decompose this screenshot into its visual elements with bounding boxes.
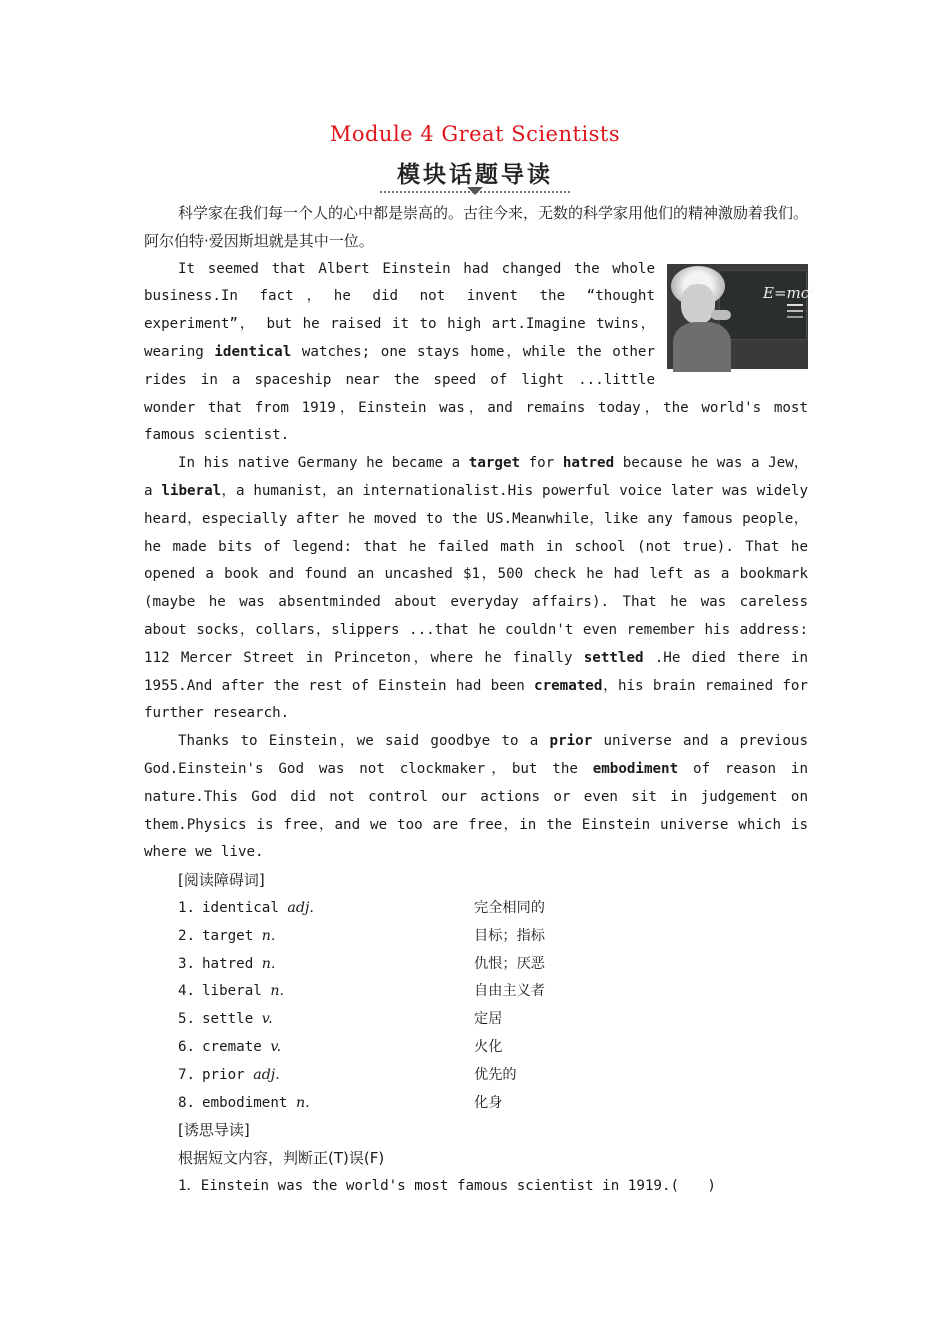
document-body	[144, 200, 816, 1201]
text-span: .He died there in 1955.And after the rest of Einstein had been	[144, 649, 808, 694]
text-span: because he was a Jew，a	[144, 455, 809, 499]
vocab-item	[144, 923, 808, 951]
vocab-word: settle	[202, 1011, 254, 1028]
vocab-number: 6.	[178, 1038, 196, 1055]
vocab-word: cremate	[202, 1038, 262, 1055]
arm-shape	[711, 310, 731, 320]
vocab-item	[144, 978, 808, 1006]
vocab-pos: n.	[270, 983, 284, 1000]
vocab-number: 7.	[178, 1066, 196, 1083]
vocab-pos: adj.	[253, 1066, 280, 1083]
vocab-item	[144, 1034, 808, 1062]
vocab-item	[144, 895, 808, 923]
vocab-word: prior	[202, 1066, 245, 1083]
vocab-word: identical	[202, 899, 279, 916]
equation-text: E=mc²	[763, 283, 816, 302]
vocab-pos: n.	[295, 1094, 310, 1111]
paragraph-1	[144, 256, 816, 451]
vocab-list	[144, 895, 808, 1117]
guide-heading: [诱思导读]	[178, 1121, 250, 1140]
vocab-meaning: 化身	[474, 1094, 503, 1111]
vocab-item	[144, 1006, 808, 1034]
paragraph-3	[144, 728, 808, 867]
keyword-settled: settled	[583, 649, 644, 666]
keyword-hatred: hatred	[562, 455, 615, 472]
text-span: ，a humanist，an internationalist.His powerful voice later was widely heard，especially after he moved to the US.Meanwhile，like any famous people，he made bits of legend: that he failed math in school (not true). That he opened a book and found an uncashed $1，500 check he had left as a bookmark (maybe he was absentminded about everyday affairs). That he was careless about socks，collars，slippers ...that he couldn't even remember his address: 112 Mercer Street in Princeton，where he finally	[144, 482, 808, 666]
vocab-pos: v.	[261, 1011, 273, 1028]
text-span: In his native Germany he became a	[178, 455, 469, 472]
vocab-pos: v.	[270, 1038, 282, 1055]
vocab-meaning: 目标；指标	[474, 927, 545, 944]
vocab-number: 2.	[178, 927, 196, 944]
vocab-number: 8.	[178, 1094, 196, 1111]
vocab-meaning: 优先的	[474, 1066, 517, 1083]
paragraph-2	[144, 450, 808, 728]
text-span: ，his brain remained for further research.	[144, 677, 809, 722]
keyword-embodiment: embodiment	[592, 760, 679, 777]
page-title: Module 4 Great Scientists	[329, 122, 621, 146]
intro-paragraph: 科学家在我们每一个人的心中都是崇高的。古往今来，无数的科学家用他们的精神激励着我们。阿尔伯特·爱因斯坦就是其中一位。	[144, 204, 809, 250]
keyword-liberal: liberal	[161, 482, 222, 499]
vocab-number: 4.	[178, 983, 196, 1000]
vocab-heading: [阅读障碍词]	[178, 871, 265, 890]
question-1: 1．Einstein was the world's most famous scientist in 1919.( )	[178, 1177, 716, 1194]
keyword-target: target	[468, 455, 521, 472]
vocab-pos: n.	[261, 955, 276, 972]
einstein-image	[667, 264, 816, 369]
vocab-pos: adj.	[287, 899, 314, 916]
chalk-marks	[787, 304, 803, 306]
vocab-word: liberal	[202, 983, 262, 1000]
vocab-meaning: 火化	[474, 1038, 503, 1055]
text-span: for	[520, 455, 563, 472]
vocab-number: 5.	[178, 1011, 196, 1028]
section-banner: 模块话题导读	[380, 156, 570, 193]
vocab-meaning: 自由主义者	[474, 983, 545, 1000]
banner-arrow-icon	[467, 187, 483, 195]
vocab-item	[144, 1090, 808, 1118]
face-shape	[681, 284, 715, 324]
vocab-word: hatred	[202, 955, 254, 972]
text-span: Thanks to Einstein，we said goodbye to a	[178, 733, 550, 750]
keyword-identical: identical	[214, 343, 292, 360]
vocab-meaning: 完全相同的	[474, 899, 545, 916]
keyword-cremated: cremated	[534, 677, 603, 694]
vocab-meaning: 仇恨；厌恶	[474, 955, 545, 972]
vocab-item	[144, 951, 808, 979]
vocab-item	[144, 1062, 808, 1090]
vocab-meaning: 定居	[474, 1011, 503, 1028]
guide-instruction: 根据短文内容，判断正(T)误(F)	[178, 1149, 385, 1168]
vocab-number: 1.	[178, 899, 196, 916]
vocab-number: 3.	[178, 955, 196, 972]
keyword-prior: prior	[549, 733, 593, 750]
body-shape	[673, 322, 731, 372]
vocab-pos: n.	[261, 927, 276, 944]
vocab-word: target	[202, 927, 254, 944]
text-span: universe and a previous God.Einstein's God was not clockmaker，but the	[144, 733, 809, 777]
text-span: It seemed that Albert Einstein had changed the whole business.In fact，he did not invent the “thought experiment”， but he raised it to high art.Imagine twins，wearing	[144, 260, 655, 360]
text-span: watches; one stays home，while the other rides in a spaceship near the speed of light ...little wonder that from 1919，Einstein was，and remains today，the world's most famous scientist.	[144, 343, 808, 444]
vocab-word: embodiment	[202, 1094, 288, 1111]
text-span: of reason in nature.This God did not control our actions or even sit in judgement on them.Physics is free，and we too are free，in the Einstein universe which is where we live.	[144, 760, 808, 861]
